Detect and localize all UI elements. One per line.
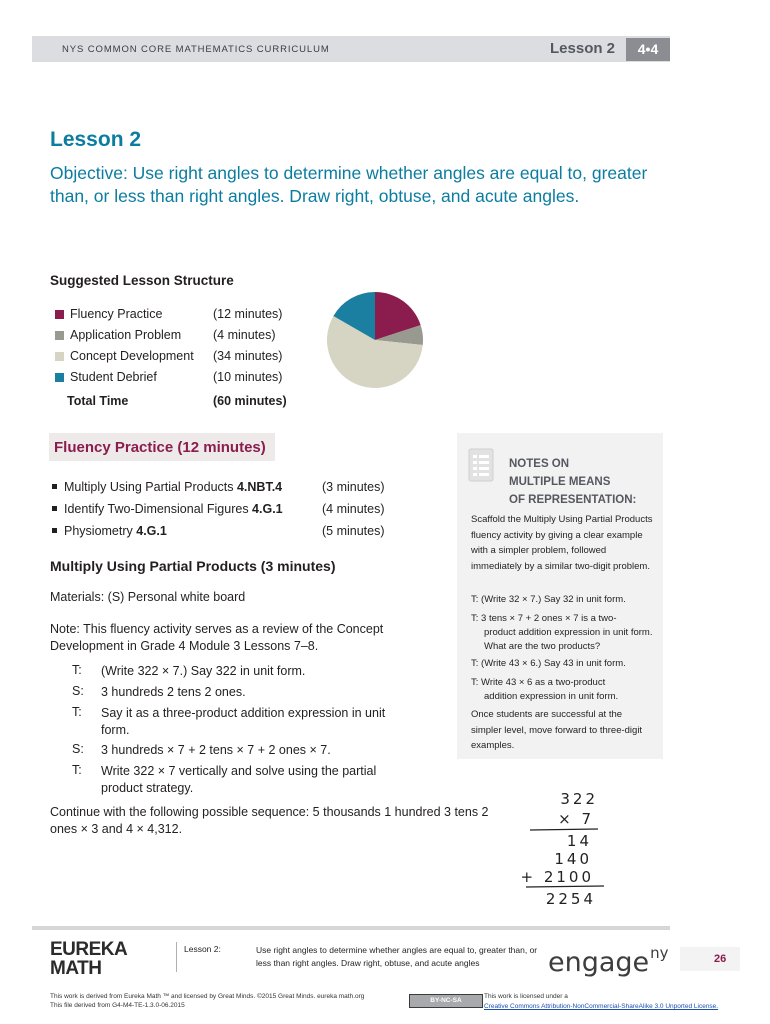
structure-minutes: (12 minutes): [213, 307, 283, 321]
sidebar-heading: [509, 455, 636, 509]
total-label: Total Time: [67, 394, 129, 408]
standard-code: 4.NBT.4: [236, 480, 283, 494]
logo-line: MATH: [50, 958, 102, 979]
footer-divider: [176, 942, 177, 972]
cc-license-badge[interactable]: BY-NC-SA: [409, 994, 483, 1008]
sidebar-line-text: T: Write 43 × 6 as a two-product: [471, 677, 606, 688]
footer-objective: Use right angles to determine whether angles are equal to, greater than, or less than right angles. Draw right, obtuse, and acute angles: [256, 945, 538, 968]
logo-line: EUREKA: [50, 939, 128, 960]
license-text: This work is licensed under a: [484, 993, 568, 1000]
note: Note: This fluency activity serves as a review of the Concept Development in Grade 4 Module 3 Lessons 7–8.: [50, 622, 384, 653]
dialogue-text: 3 hundreds × 7 + 2 tens × 7 + 2 ones × 7.: [101, 743, 331, 757]
fluency-item-text: Identify Two-Dimensional Figures: [64, 502, 253, 516]
sidebar-intro: Scaffold the Multiply Using Partial Products fluency activity by giving a clear example with a simpler problem, followed immediately by a similar two-digit problem.: [471, 514, 653, 572]
standard-code: 4.G.1: [252, 502, 283, 516]
dialogue-text: 3 hundreds 2 tens 2 ones.: [101, 685, 246, 699]
dialogue-text: Say it as a three-product addition expression in unit form.: [101, 706, 386, 737]
lesson-structure-pie: [325, 290, 425, 390]
hw-line: 140: [554, 850, 592, 868]
hw-rule: [530, 829, 598, 830]
sidebar-line-text: T: 3 tens × 7 + 2 ones × 7 is a two-: [471, 613, 617, 624]
legend-swatch: [55, 352, 64, 361]
structure-label: Application Problem: [70, 328, 182, 342]
total-minutes: (60 minutes): [213, 394, 287, 408]
engageny-logo: [548, 944, 669, 978]
hw-line: × 7: [558, 810, 594, 828]
fluency-heading: Fluency Practice (12 minutes): [54, 439, 266, 456]
dialogue-speaker: T:: [72, 763, 82, 777]
hw-line: 14: [566, 832, 592, 850]
hw-line: 322: [560, 790, 598, 808]
fluency-item: [52, 480, 282, 494]
structure-item-debrief: [55, 370, 157, 384]
structure-item-concept: [55, 349, 194, 363]
fluency-item-text: Physiometry: [64, 524, 137, 538]
structure-minutes: (10 minutes): [213, 370, 283, 384]
materials: Materials: (S) Personal white board: [50, 590, 246, 604]
dialogue-text: Write 322 × 7 vertically and solve using the partial product strategy.: [101, 764, 377, 795]
sidebar-closing: Once students are successful at the simpler level, move forward to three-digit examples.: [471, 709, 643, 751]
legend-swatch: [55, 373, 64, 382]
structure-item-application: [55, 328, 181, 342]
hw-line: + 2100: [520, 868, 594, 886]
structure-label: Concept Development: [70, 349, 194, 363]
notes-icon: [468, 448, 494, 482]
lesson-title: Lesson 2: [50, 128, 142, 151]
dialogue-speaker: T:: [72, 705, 82, 719]
structure-minutes: (4 minutes): [213, 328, 276, 342]
mupp-heading: Multiply Using Partial Products (3 minutes): [50, 558, 336, 574]
structure-label: Fluency Practice: [70, 307, 163, 321]
sidebar-line-text: addition expression in unit form.: [484, 691, 619, 702]
dialogue-text: (Write 322 × 7.) Say 322 in unit form.: [101, 664, 306, 678]
fluency-item-minutes: (5 minutes): [322, 524, 385, 538]
page-number: 26: [714, 953, 727, 965]
hw-rule: [526, 886, 604, 887]
structure-label: Student Debrief: [70, 370, 157, 384]
sidebar-line: [471, 612, 653, 654]
dialogue-speaker: S:: [72, 742, 84, 756]
sidebar-heading-line: MULTIPLE MEANS: [509, 476, 611, 488]
objective: Objective: Use right angles to determine whether angles are equal to, greater than, or less than right angles. Draw right, obtuse, and acute angles.: [50, 163, 648, 206]
fluency-item-minutes: (3 minutes): [322, 480, 385, 494]
dialogue-speaker: S:: [72, 684, 84, 698]
legend-swatch: [55, 310, 64, 319]
page-number-box: [680, 947, 740, 971]
sidebar-line: [471, 676, 653, 704]
hw-line: 2254: [545, 890, 596, 908]
sidebar-line: [471, 593, 653, 607]
sidebar-heading-line: OF REPRESENTATION:: [509, 494, 637, 506]
footer-lesson: Lesson 2:: [184, 944, 221, 954]
engage-text: engage: [548, 947, 650, 978]
sidebar-line-text: T: (Write 32 × 7.) Say 32 in unit form.: [471, 594, 626, 605]
structure-item-fluency: [55, 307, 162, 321]
fluency-item-text: Multiply Using Partial Products: [64, 480, 237, 494]
footer-rule: [32, 926, 670, 930]
sidebar-line-text: T: (Write 43 × 6.) Say 43 in unit form.: [471, 658, 626, 669]
eureka-math-logo: [50, 940, 127, 978]
sidebar-line-text: product addition expression in unit form. What are the two products?: [484, 627, 653, 652]
bullet-icon: [52, 528, 57, 533]
header-lesson: Lesson 2: [550, 40, 616, 57]
bullet-icon: [52, 484, 57, 489]
dialogue-speaker: T:: [72, 663, 82, 677]
fluency-item: [52, 524, 167, 538]
standard-code: 4.G.1: [136, 524, 167, 538]
structure-minutes: (34 minutes): [213, 349, 283, 363]
continue-sequence: Continue with the following possible sequence: 5 thousands 1 hundred 3 tens 2 ones × 3 and 4 × 4,312.: [50, 805, 489, 836]
engage-sup: ny: [650, 944, 669, 962]
structure-heading: Suggested Lesson Structure: [50, 273, 234, 288]
fluency-item-minutes: (4 minutes): [322, 502, 385, 516]
fluency-item: [52, 502, 283, 516]
handwritten-calculation: [508, 786, 618, 910]
legend-swatch: [55, 331, 64, 340]
bullet-icon: [52, 506, 57, 511]
curriculum-title: NYS COMMON CORE MATHEMATICS CURRICULUM: [62, 44, 330, 55]
credit-line: This work is derived from Eureka Math ™ and licensed by Great Minds. ©2015 Great Minds. eureka math.org: [50, 993, 365, 1000]
license-link[interactable]: Creative Commons Attribution-NonCommercial-ShareAlike 3.0 Unported License.: [484, 1003, 719, 1010]
file-line: This file derived from G4-M4-TE-1.3.0-06.2015: [50, 1002, 185, 1009]
sidebar-heading-line: NOTES ON: [509, 458, 570, 470]
sidebar-line: [471, 657, 653, 671]
module-badge: 4•4: [626, 38, 670, 61]
